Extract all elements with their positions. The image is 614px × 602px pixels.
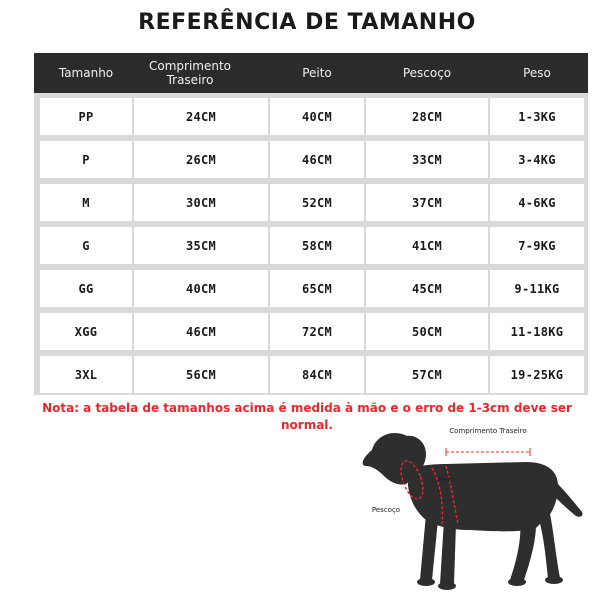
back-length-label: Comprimento Traseiro: [449, 427, 527, 435]
table-cell: 56CM: [134, 356, 268, 393]
size-note: Nota: a tabela de tamanhos acima é medida à mão e o erro de 1-3cm deve ser normal.: [42, 401, 572, 432]
table-cell: 52CM: [270, 184, 364, 221]
table-cell: 33CM: [366, 141, 488, 178]
table-cell: 4-6KG: [490, 184, 584, 221]
table-cell: 19-25KG: [490, 356, 584, 393]
header-cell: Pescoço: [402, 66, 452, 80]
neck-label: Pescoço: [371, 506, 401, 514]
table-cell: GG: [40, 270, 132, 307]
chest-label: Peito: [437, 476, 455, 484]
table-cell: XGG: [40, 313, 132, 350]
table-cell: 3-4KG: [490, 141, 584, 178]
table-cell: 46CM: [134, 313, 268, 350]
table-cell: 57CM: [366, 356, 488, 393]
table-cell: 28CM: [366, 98, 488, 135]
table-cell: G: [40, 227, 132, 264]
dog-measurement-diagram: [350, 420, 590, 602]
table-cell: 24CM: [134, 98, 268, 135]
page-title: REFERÊNCIA DE TAMANHO: [138, 10, 476, 35]
table-cell: 1-3KG: [490, 98, 584, 135]
table-cell: 9-11KG: [490, 270, 584, 307]
table-cell: 30CM: [134, 184, 268, 221]
table-cell: 7-9KG: [490, 227, 584, 264]
table-cell: 11-18KG: [490, 313, 584, 350]
table-cell: 41CM: [366, 227, 488, 264]
table-cell: 3XL: [40, 356, 132, 393]
back-length-measure: [446, 448, 530, 456]
table-cell: 58CM: [270, 227, 364, 264]
table-cell: P: [40, 141, 132, 178]
table-cell: 84CM: [270, 356, 364, 393]
table-cell: 72CM: [270, 313, 364, 350]
table-header: [34, 53, 588, 93]
header-cell: Peso: [523, 66, 551, 80]
table-cell: 26CM: [134, 141, 268, 178]
header-cell: Peito: [302, 66, 332, 80]
table-cell: 37CM: [366, 184, 488, 221]
table-cell: 46CM: [270, 141, 364, 178]
header-cell: Tamanho: [58, 66, 114, 80]
table-cell: 50CM: [366, 313, 488, 350]
table-cell: PP: [40, 98, 132, 135]
size-table: [34, 53, 588, 395]
table-cell: 45CM: [366, 270, 488, 307]
table-cell: 40CM: [270, 98, 364, 135]
table-cell: M: [40, 184, 132, 221]
table-cell: 35CM: [134, 227, 268, 264]
header-cell: Comprimento Traseiro: [148, 59, 232, 87]
table-cell: 40CM: [134, 270, 268, 307]
table-cell: 65CM: [270, 270, 364, 307]
